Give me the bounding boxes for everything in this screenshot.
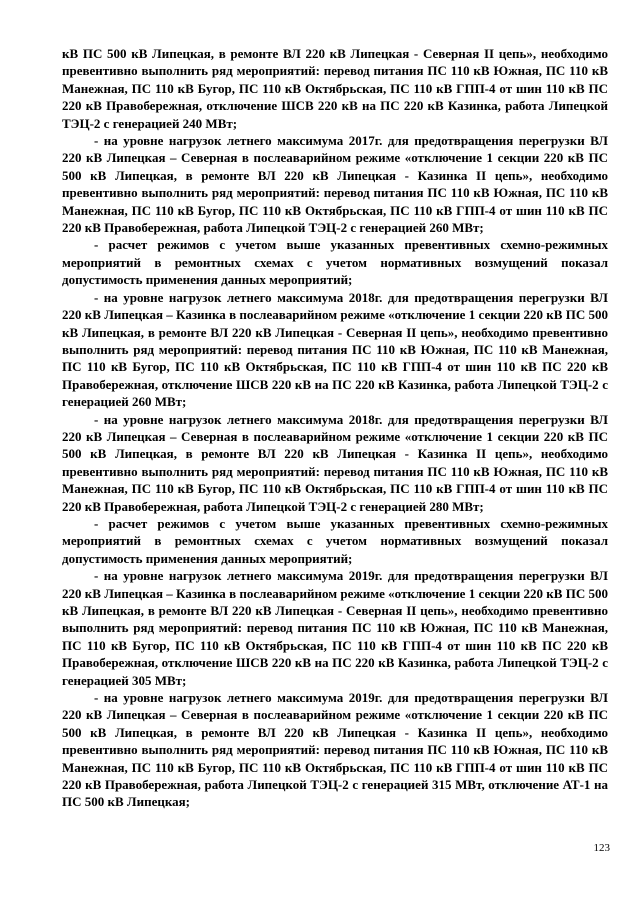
page-number: 123 (593, 842, 610, 854)
paragraph-2018-kazinka: - на уровне нагрузок летнего максимума 2018г. для предотвращения перегрузки ВЛ 220 кВ Липецкая – Казинка в послеаварийном режиме «отключение 1 секции 220 кВ ПС 500 кВ Липецкая, в ремонте ВЛ 220 кВ Липецкая - Северная II цепь», необходимо превентивно выполнить ряд мероприятий: перевод питания ПС 110 кВ Южная, ПС 110 кВ Манежная, ПС 110 кВ Бугор, ПС 110 кВ Октябрьская, ПС 110 кВ ГПП-4 от шин 110 кВ ПС 220 кВ Правобережная, отключение ШСВ 220 кВ на ПС 220 кВ Казинка, работа Липецкой ТЭЦ-2 с генерацией 260 МВт; (62, 289, 608, 410)
paragraph-calculation-note: - расчет режимов с учетом выше указанных превентивных схемно-режимных мероприятий в ремонтных схемах с учетом нормативных возмущений показал допустимость применения данных мероприятий; (62, 515, 608, 566)
document-body (62, 45, 608, 811)
paragraph-calculation-note: - расчет режимов с учетом выше указанных превентивных схемно-режимных мероприятий в ремонтных схемах с учетом нормативных возмущений показал допустимость применения данных мероприятий; (62, 237, 608, 288)
paragraph-2018-severnaya: - на уровне нагрузок летнего максимума 2018г. для предотвращения перегрузки ВЛ 220 кВ Липецкая – Северная в послеаварийном режиме «отключение 1 секции 220 кВ ПС 500 кВ Липецкая, в ремонте ВЛ 220 кВ Липецкая - Казинка II цепь», необходимо превентивно выполнить ряд мероприятий: перевод питания ПС 110 кВ Южная, ПС 110 кВ Манежная, ПС 110 кВ Бугор, ПС 110 кВ Октябрьская, ПС 110 кВ ГПП-4 от шин 110 кВ ПС 220 кВ Правобережная, работа Липецкой ТЭЦ-2 с генерацией 280 МВт; (62, 411, 608, 514)
paragraph-2017-severnaya: - на уровне нагрузок летнего максимума 2017г. для предотвращения перегрузки ВЛ 220 кВ Липецкая – Северная в послеаварийном режиме «отключение 1 секции 220 кВ ПС 500 кВ Липецкая, в ремонте ВЛ 220 кВ Липецкая - Казинка II цепь», необходимо превентивно выполнить ряд мероприятий: перевод питания ПС 110 кВ Южная, ПС 110 кВ Манежная, ПС 110 кВ Бугор, ПС 110 кВ Октябрьская, ПС 110 кВ ГПП-4 от шин 110 кВ ПС 220 кВ Правобережная, работа Липецкой ТЭЦ-2 с генерацией 260 МВт; (62, 133, 608, 236)
paragraph-continuation: кВ ПС 500 кВ Липецкая, в ремонте ВЛ 220 кВ Липецкая - Северная II цепь», необходимо превентивно выполнить ряд мероприятий: перевод питания ПС 110 кВ Южная, ПС 110 кВ Манежная, ПС 110 кВ Бугор, ПС 110 кВ Октябрьская, ПС 110 кВ ГПП-4 от шин 110 кВ ПС 220 кВ Правобережная, отключение ШСВ 220 кВ на ПС 220 кВ Казинка, работа Липецкой ТЭЦ-2 с генерацией 240 МВт; (62, 46, 608, 131)
paragraph-2019-severnaya: - на уровне нагрузок летнего максимума 2019г. для предотвращения перегрузки ВЛ 220 кВ Липецкая – Северная в послеаварийном режиме «отключение 1 секции 220 кВ ПС 500 кВ Липецкая, в ремонте ВЛ 220 кВ Липецкая - Казинка II цепь», необходимо превентивно выполнить ряд мероприятий: перевод питания ПС 110 кВ Южная, ПС 110 кВ Манежная, ПС 110 кВ Бугор, ПС 110 кВ Октябрьская, ПС 110 кВ ГПП-4 от шин 110 кВ ПС 220 кВ Правобережная, работа Липецкой ТЭЦ-2 с генерацией 315 МВт, отключение АТ-1 на ПС 500 кВ Липецкая; (62, 690, 608, 810)
paragraph-2019-kazinka: - на уровне нагрузок летнего максимума 2019г. для предотвращения перегрузки ВЛ 220 кВ Липецкая – Казинка в послеаварийном режиме «отключение 1 секции 220 кВ ПС 500 кВ Липецкая, в ремонте ВЛ 220 кВ Липецкая - Северная II цепь», необходимо превентивно выполнить ряд мероприятий: перевод питания ПС 110 кВ Южная, ПС 110 кВ Манежная, ПС 110 кВ Бугор, ПС 110 кВ Октябрьская, ПС 110 кВ ГПП-4 от шин 110 кВ ПС 220 кВ Правобережная, отключение ШСВ 220 кВ на ПС 220 кВ Казинка, работа Липецкой ТЭЦ-2 с генерацией 305 МВт; (62, 568, 608, 688)
